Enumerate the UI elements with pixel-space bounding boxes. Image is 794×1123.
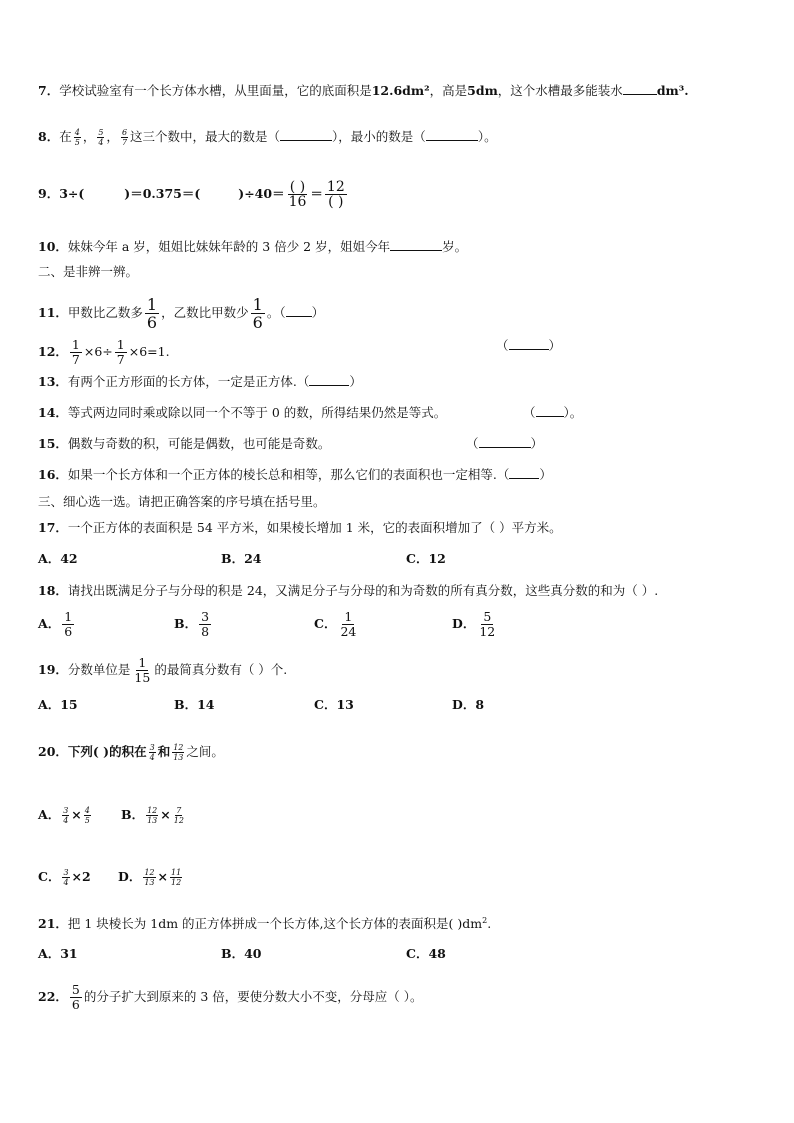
answer-blank[interactable] xyxy=(509,349,549,350)
option-c[interactable]: C．12 xyxy=(406,551,446,566)
option-d[interactable]: D． $\frac{5}{12}$ xyxy=(452,609,496,639)
option-c[interactable]: C． $\frac{3}{4}$ ×2 xyxy=(38,868,91,887)
option-c[interactable]: C．48 xyxy=(406,946,446,961)
fraction: $\frac{12}{13}$ xyxy=(147,806,158,825)
section-2-heading: 二、是非辨一辨。 xyxy=(38,264,139,279)
answer-blank[interactable] xyxy=(309,385,349,386)
answer-blank[interactable] xyxy=(509,478,539,479)
fraction: $\frac{3}{8}$ xyxy=(201,609,210,639)
fraction: $\frac{1}{15}$ xyxy=(134,655,151,685)
question-17: 17．一个正方体的表面积是 54 平方米，如果棱长增加 1 米，它的表面积增加了（ ）平方米。 xyxy=(38,520,562,535)
fraction: $\frac{6}{7}$ xyxy=(121,128,128,147)
fraction: $\frac{7}{12}$ xyxy=(173,806,184,825)
fraction: $\frac{5}{12}$ xyxy=(479,609,496,639)
fraction: $\frac{4}{5}$ xyxy=(84,806,90,825)
question-12-answer: （ ） xyxy=(496,338,562,353)
question-14-answer: （ ）。 xyxy=(523,405,583,420)
option-b[interactable]: B．14 xyxy=(174,697,215,712)
fraction: $\frac{3}{4}$ xyxy=(149,743,155,762)
fraction: $\frac{1}{6}$ xyxy=(252,295,263,332)
fraction: $\frac{3}{4}$ xyxy=(63,806,69,825)
fraction: $\frac{3}{4}$ xyxy=(63,868,69,887)
option-d[interactable]: D． $\frac{12}{13}$ × $\frac{11}{12}$ xyxy=(118,868,182,887)
option-a[interactable]: A．31 xyxy=(38,946,78,961)
question-20: 20．下列( )的积在 $\frac{3}{4}$ 和 $\frac{12}{13}$ 之间。 xyxy=(38,743,224,762)
question-15-answer: （ ） xyxy=(466,436,544,451)
question-18: 18．请找出既满足分子与分母的积是 24，又满足分子与分母的和为奇数的所有真分数，这些真分数的和为（ ）. xyxy=(38,583,659,598)
question-11: 11．甲数比乙数多 $\frac{1}{6}$ ，乙数比甲数少 $\frac{1}{6}$ 。（ ） xyxy=(38,295,325,332)
fraction: $\frac{11}{12}$ xyxy=(171,868,182,887)
option-c[interactable]: C．13 xyxy=(314,697,354,712)
option-c[interactable]: C． $\frac{1}{24}$ xyxy=(314,609,357,639)
question-16: 16．如果一个长方体和一个正方体的棱长总和相等，那么它们的表面积也一定相等.（ ） xyxy=(38,467,552,482)
question-12: 12． $\frac{1}{7}$ ×6÷ $\frac{1}{7}$ ×6=1. xyxy=(38,337,170,367)
option-a[interactable]: A． $\frac{1}{6}$ xyxy=(38,609,73,639)
question-22: 22． $\frac{5}{6}$ 的分子扩大到原来的 3 倍，要使分数大小不变，分母应（ ）。 xyxy=(38,982,423,1012)
fraction: $\frac{5}{6}$ xyxy=(71,982,80,1012)
section-3-heading: 三、细心选一选。请把正确答案的序号填在括号里。 xyxy=(38,494,326,509)
fraction: $\frac{12}{( )}$ xyxy=(326,179,345,210)
question-14: 14．等式两边同时乘或除以同一个不等于 0 的数，所得结果仍然是等式。 xyxy=(38,405,447,420)
question-8: 8．在 $\frac{4}{5}$ ， $\frac{5}{4}$ ， $\frac{6}{7}$ 这三个数中，最大的数是（ ），最小的数是（ ）。 xyxy=(38,128,497,147)
fraction: $\frac{5}{4}$ xyxy=(98,128,104,147)
answer-blank[interactable] xyxy=(390,250,442,251)
answer-blank[interactable] xyxy=(623,94,657,95)
answer-blank[interactable] xyxy=(286,316,312,317)
option-a[interactable]: A． $\frac{3}{4}$ × $\frac{4}{5}$ xyxy=(38,806,90,825)
fraction: $\frac{4}{5}$ xyxy=(74,128,80,147)
fraction: $\frac{( )}{16}$ xyxy=(288,179,307,210)
option-b[interactable]: B．40 xyxy=(221,946,262,961)
question-19: 19．分数单位是 $\frac{1}{15}$ 的最简真分数有（ ）个. xyxy=(38,655,288,685)
question-21: 21．把 1 块棱长为 1dm 的正方体拼成一个长方体,这个长方体的表面积是( )$dm^2$. xyxy=(38,915,492,931)
answer-blank[interactable] xyxy=(280,140,332,141)
option-a[interactable]: A．15 xyxy=(38,697,78,712)
answer-blank[interactable] xyxy=(426,140,478,141)
fraction: $\frac{12}{13}$ xyxy=(144,868,155,887)
fraction: $\frac{12}{13}$ xyxy=(173,743,184,762)
question-15: 15．偶数与奇数的积，可能是偶数，也可能是奇数。 xyxy=(38,436,331,451)
option-a[interactable]: A．42 xyxy=(38,551,78,566)
fraction: $\frac{1}{24}$ xyxy=(340,609,357,639)
question-7: 7．学校试验室有一个长方体水槽，从里面量，它的底面积是12.6dm²，高是5dm，这个水槽最多能装水 dm³. xyxy=(38,83,689,98)
option-d[interactable]: D．8 xyxy=(452,697,485,712)
answer-blank[interactable] xyxy=(479,447,531,448)
answer-blank[interactable] xyxy=(536,416,564,417)
question-10: 10．妹妹今年 a 岁，姐姐比妹妹年龄的 3 倍少 2 岁，姐姐今年 岁。 xyxy=(38,239,468,254)
option-b[interactable]: B． $\frac{3}{8}$ xyxy=(174,609,210,639)
fraction: $\frac{1}{6}$ xyxy=(64,609,73,639)
option-b[interactable]: B．24 xyxy=(221,551,262,566)
fraction: $\frac{1}{6}$ xyxy=(146,295,158,332)
question-9: 9．3÷( )＝0.375＝( )÷40＝ $\frac{( )}{16}$ ＝ $\frac{12}{( )}$ xyxy=(38,179,345,210)
fraction: $\frac{1}{7}$ xyxy=(71,337,80,367)
option-b[interactable]: B． $\frac{12}{13}$ × $\frac{7}{12}$ xyxy=(121,806,184,825)
question-13: 13．有两个正方形面的长方体，一定是正方体.（ ） xyxy=(38,374,362,389)
fraction: $\frac{1}{7}$ xyxy=(116,337,125,367)
